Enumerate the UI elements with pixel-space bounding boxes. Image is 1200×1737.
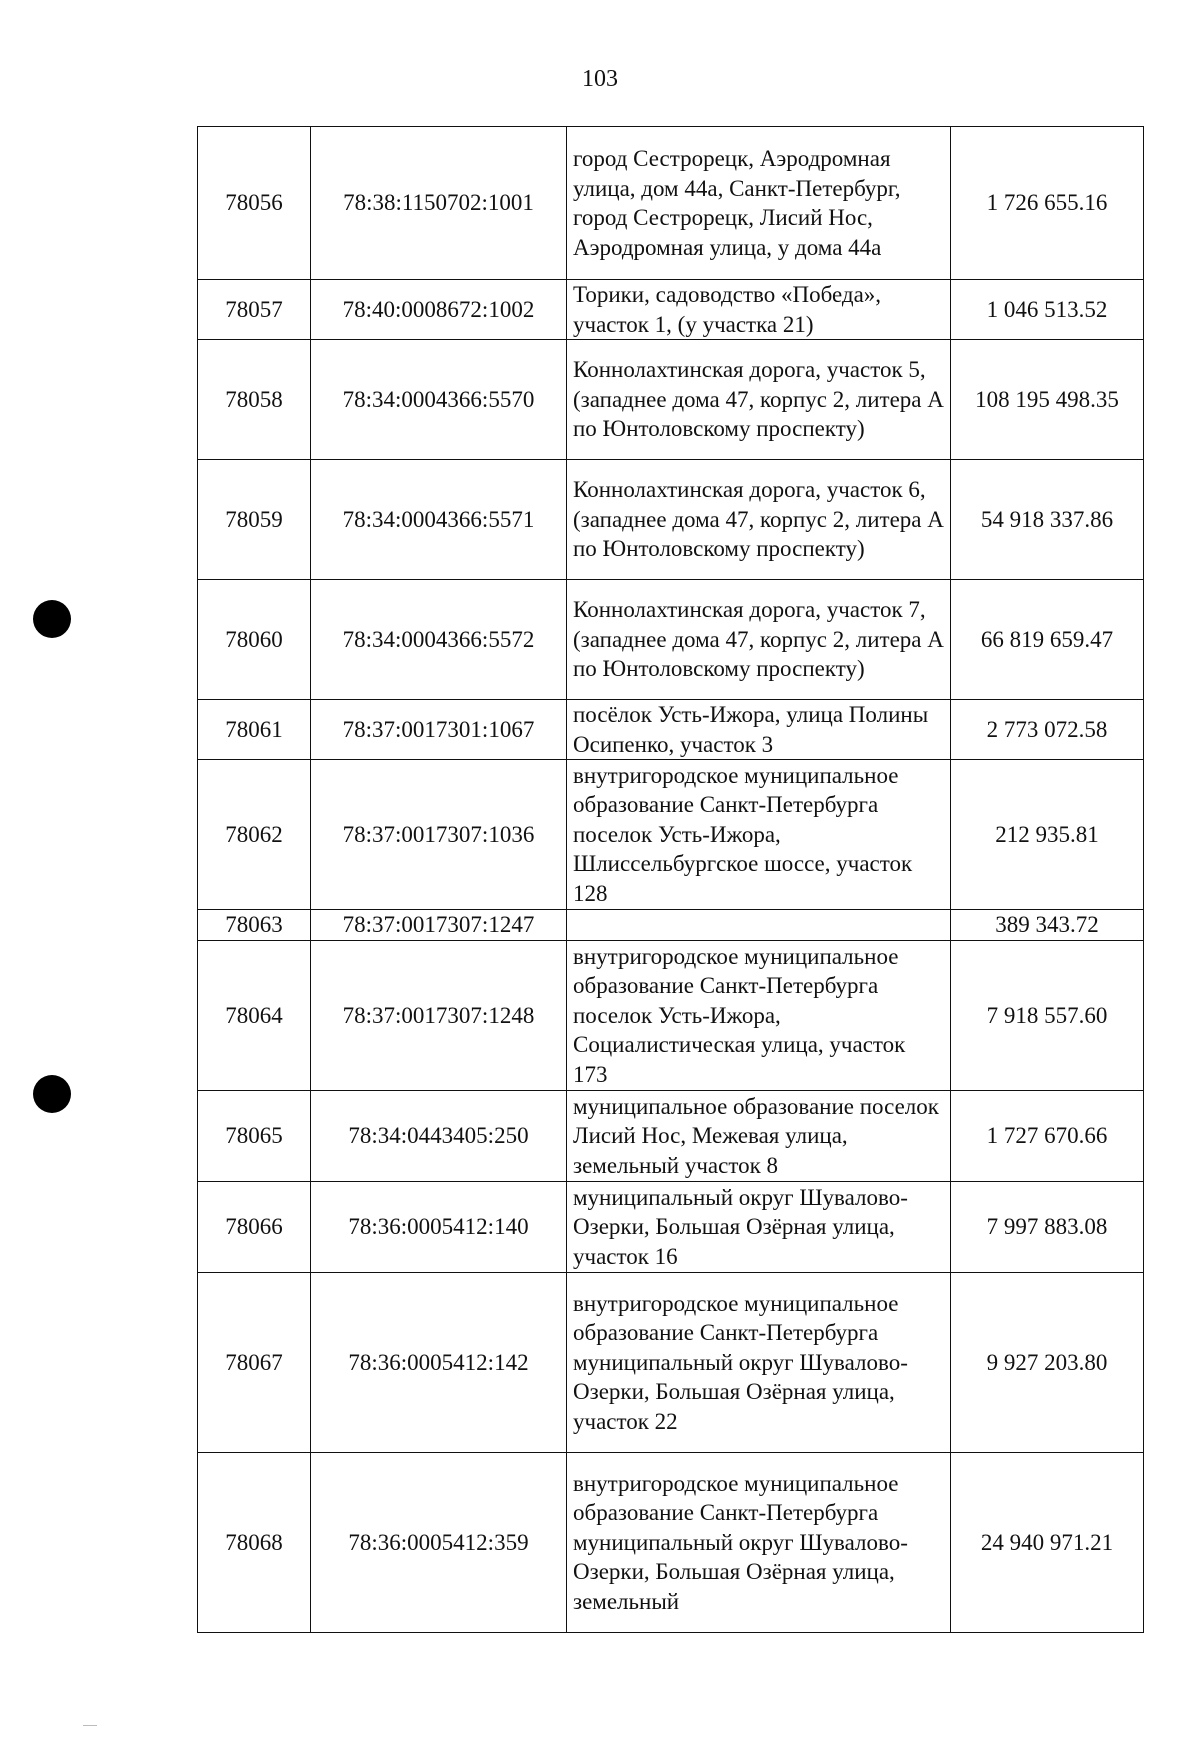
cadastral-value-cell: 212 935.81 bbox=[951, 760, 1144, 910]
table-row bbox=[198, 460, 1144, 580]
row-id-cell: 78064 bbox=[198, 941, 311, 1091]
table-row bbox=[198, 1182, 1144, 1273]
cadastral-value-cell: 7 997 883.08 bbox=[951, 1182, 1144, 1273]
row-id-cell: 78066 bbox=[198, 1182, 311, 1273]
cadastral-number-cell: 78:37:0017301:1067 bbox=[311, 700, 567, 760]
cadastral-number-cell: 78:34:0004366:5570 bbox=[311, 340, 567, 460]
cadastral-number-cell: 78:34:0004366:5572 bbox=[311, 580, 567, 700]
table-row bbox=[198, 1273, 1144, 1453]
cadastral-number-cell: 78:40:0008672:1002 bbox=[311, 280, 567, 340]
table-row bbox=[198, 1453, 1144, 1633]
cadastral-value-cell: 54 918 337.86 bbox=[951, 460, 1144, 580]
cadastral-number-cell: 78:37:0017307:1248 bbox=[311, 941, 567, 1091]
row-id-cell: 78067 bbox=[198, 1273, 311, 1453]
cadastral-value-cell: 7 918 557.60 bbox=[951, 941, 1144, 1091]
address-cell: внутригородское муниципальное образование Санкт-Петербурга муниципальный округ Шувалово-Озерки, Большая Озёрная улица, земельный bbox=[567, 1453, 951, 1633]
cadastral-number-cell: 78:37:0017307:1036 bbox=[311, 760, 567, 910]
table-row bbox=[198, 700, 1144, 760]
cadastral-number-cell: 78:34:0443405:250 bbox=[311, 1091, 567, 1182]
cadastral-value-cell: 9 927 203.80 bbox=[951, 1273, 1144, 1453]
table-row bbox=[198, 340, 1144, 460]
table-row bbox=[198, 1091, 1144, 1182]
cadastral-number-cell: 78:36:0005412:140 bbox=[311, 1182, 567, 1273]
address-cell: муниципальный округ Шувалово-Озерки, Большая Озёрная улица, участок 16 bbox=[567, 1182, 951, 1273]
address-cell bbox=[567, 910, 951, 941]
table-row bbox=[198, 910, 1144, 941]
punch-hole bbox=[33, 600, 71, 638]
cadastral-value-cell: 1 726 655.16 bbox=[951, 127, 1144, 280]
cadastral-value-cell: 389 343.72 bbox=[951, 910, 1144, 941]
address-cell: Коннолахтинская дорога, участок 7, (западнее дома 47, корпус 2, литера А по Юнтоловскому проспекту) bbox=[567, 580, 951, 700]
punch-hole bbox=[33, 1075, 71, 1113]
row-id-cell: 78061 bbox=[198, 700, 311, 760]
row-id-cell: 78065 bbox=[198, 1091, 311, 1182]
cadastral-value-cell: 108 195 498.35 bbox=[951, 340, 1144, 460]
cadastral-number-cell: 78:37:0017307:1247 bbox=[311, 910, 567, 941]
table-row bbox=[198, 941, 1144, 1091]
scan-artifact bbox=[83, 1725, 97, 1726]
address-cell: внутригородское муниципальное образование Санкт-Петербурга поселок Усть-Ижора, Социалистическая улица, участок 173 bbox=[567, 941, 951, 1091]
table-row bbox=[198, 760, 1144, 910]
address-cell: город Сестрорецк, Аэродромная улица, дом 44а, Санкт-Петербург, город Сестрорецк, Лисий Нос, Аэродромная улица, у дома 44а bbox=[567, 127, 951, 280]
row-id-cell: 78063 bbox=[198, 910, 311, 941]
row-id-cell: 78057 bbox=[198, 280, 311, 340]
address-cell: внутригородское муниципальное образование Санкт-Петербурга поселок Усть-Ижора, Шлиссельбургское шоссе, участок 128 bbox=[567, 760, 951, 910]
table-row bbox=[198, 280, 1144, 340]
cadastral-number-cell: 78:38:1150702:1001 bbox=[311, 127, 567, 280]
page-number: 103 bbox=[582, 66, 618, 92]
cadastral-number-cell: 78:36:0005412:142 bbox=[311, 1273, 567, 1453]
address-cell: внутригородское муниципальное образование Санкт-Петербурга муниципальный округ Шувалово-Озерки, Большая Озёрная улица, участок 22 bbox=[567, 1273, 951, 1453]
cadastral-number-cell: 78:34:0004366:5571 bbox=[311, 460, 567, 580]
address-cell: муниципальное образование поселок Лисий Нос, Межевая улица, земельный участок 8 bbox=[567, 1091, 951, 1182]
row-id-cell: 78068 bbox=[198, 1453, 311, 1633]
cadastral-value-cell: 66 819 659.47 bbox=[951, 580, 1144, 700]
row-id-cell: 78056 bbox=[198, 127, 311, 280]
table-row bbox=[198, 127, 1144, 280]
address-cell: Коннолахтинская дорога, участок 5, (западнее дома 47, корпус 2, литера А по Юнтоловскому проспекту) bbox=[567, 340, 951, 460]
cadastral-value-cell: 1 046 513.52 bbox=[951, 280, 1144, 340]
row-id-cell: 78062 bbox=[198, 760, 311, 910]
cadastral-value-cell: 2 773 072.58 bbox=[951, 700, 1144, 760]
cadastral-value-cell: 24 940 971.21 bbox=[951, 1453, 1144, 1633]
land-plot-table bbox=[197, 126, 1144, 1633]
table-row bbox=[198, 580, 1144, 700]
address-cell: Торики, садоводство «Победа», участок 1, (у участка 21) bbox=[567, 280, 951, 340]
address-cell: посёлок Усть-Ижора, улица Полины Осипенко, участок 3 bbox=[567, 700, 951, 760]
row-id-cell: 78059 bbox=[198, 460, 311, 580]
cadastral-value-cell: 1 727 670.66 bbox=[951, 1091, 1144, 1182]
address-cell: Коннолахтинская дорога, участок 6, (западнее дома 47, корпус 2, литера А по Юнтоловскому проспекту) bbox=[567, 460, 951, 580]
row-id-cell: 78060 bbox=[198, 580, 311, 700]
cadastral-number-cell: 78:36:0005412:359 bbox=[311, 1453, 567, 1633]
row-id-cell: 78058 bbox=[198, 340, 311, 460]
